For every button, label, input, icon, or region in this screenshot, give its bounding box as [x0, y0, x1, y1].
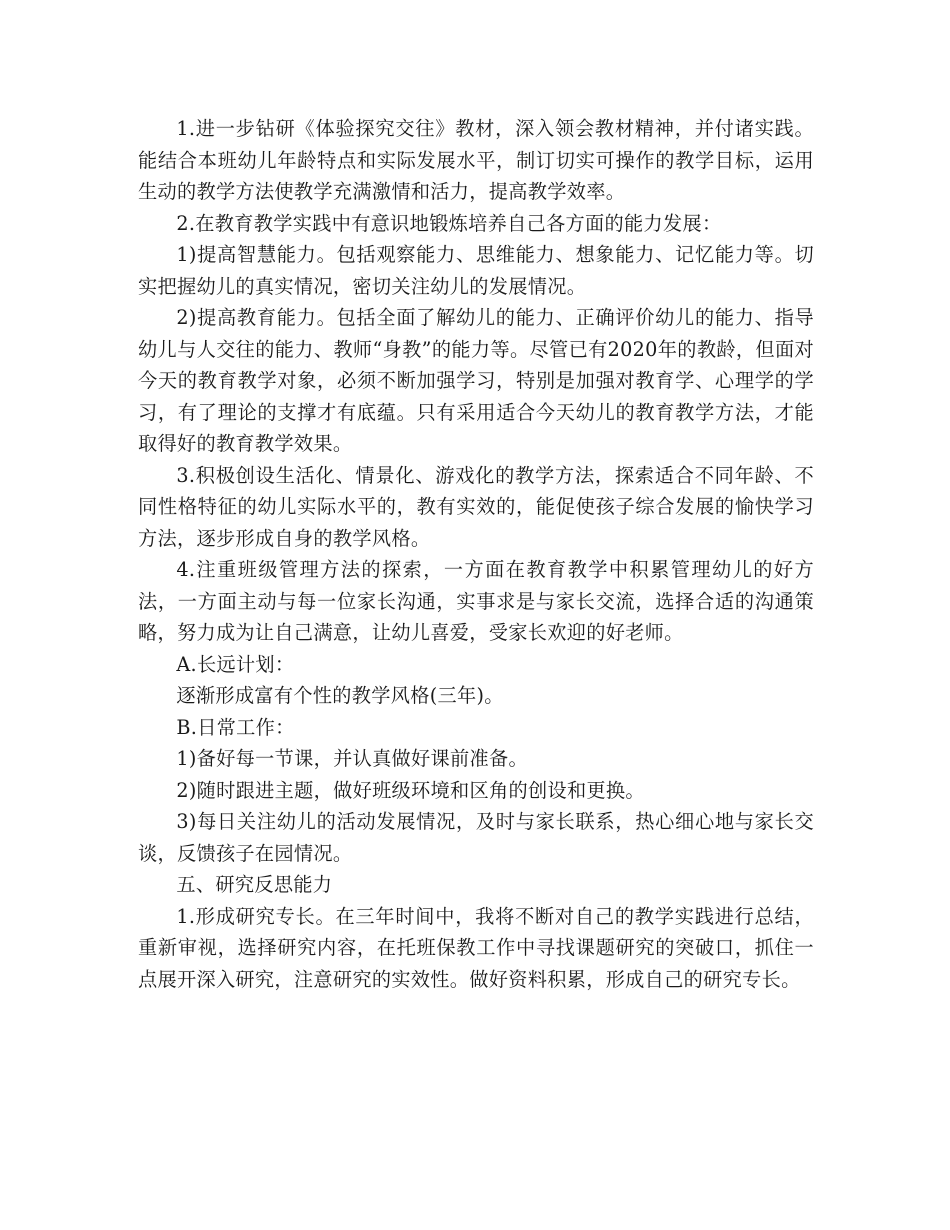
- paragraph-3: 1)提高智慧能力。包括观察能力、思维能力、想象能力、记忆能力等。切实把握幼儿的真实情况，密切关注幼儿的发展情况。: [138, 243, 814, 298]
- paragraph-12: 3)每日关注幼儿的活动发展情况，及时与家长联系，热心细心地与家长交谈，反馈孩子在园情况。: [138, 810, 814, 865]
- paragraph-13: 五、研究反思能力: [176, 873, 333, 896]
- document-page: [138, 113, 814, 995]
- paragraph-1: 1.进一步钻研《体验探究交往》教材，深入领会教材精神，并付诸实践。能结合本班幼儿年龄特点和实际发展水平，制订切实可操作的教学目标，运用生动的教学方法使教学充满激情和活力，提高教学效率。: [138, 117, 814, 203]
- paragraph-5: 3.积极创设生活化、情景化、游戏化的教学方法，探索适合不同年龄、不同性格特征的幼儿实际水平的，教有实效的，能促使孩子综合发展的愉快学习方法，逐步形成自身的教学风格。: [138, 463, 814, 550]
- paragraph-7: A.长远计划：: [176, 652, 295, 676]
- paragraph-10: 1)备好每一节课，并认真做好课前准备。: [176, 747, 528, 770]
- paragraph-9: B.日常工作：: [176, 715, 295, 739]
- paragraph-8: 逐渐形成富有个性的教学风格(三年)。: [176, 684, 504, 707]
- paragraph-6: 4.注重班级管理方法的探索，一方面在教育教学中积累管理幼儿的好方法，一方面主动与每一位家长沟通，实事求是与家长交流，选择合适的沟通策略，努力成为让自己满意，让幼儿喜爱，受家长欢迎的好老师。: [138, 558, 814, 644]
- paragraph-4: 2)提高教育能力。包括全面了解幼儿的能力、正确评价幼儿的能力、指导幼儿与人交往的能力、教师“身教”的能力等。尽管已有2020年的教龄，但面对今天的教育教学对象，必须不断加强学习，特别是加强对教育学、心理学的学习，有了理论的支撑才有底蕴。只有采用适合今天幼儿的教育教学方法，才能取得好的教育教学效果。: [138, 306, 814, 455]
- paragraph-14: 1.形成研究专长。在三年时间中，我将不断对自己的教学实践进行总结，重新审视，选择研究内容，在托班保教工作中寻找课题研究的突破口，抓住一点展开深入研究，注意研究的实效性。做好资料积累，形成自己的研究专长。: [138, 904, 814, 991]
- paragraph-11: 2)随时跟进主题，做好班级环境和区角的创设和更换。: [176, 778, 645, 802]
- paragraph-2: 2.在教育教学实践中有意识地锻炼培养自己各方面的能力发展：: [176, 211, 722, 235]
